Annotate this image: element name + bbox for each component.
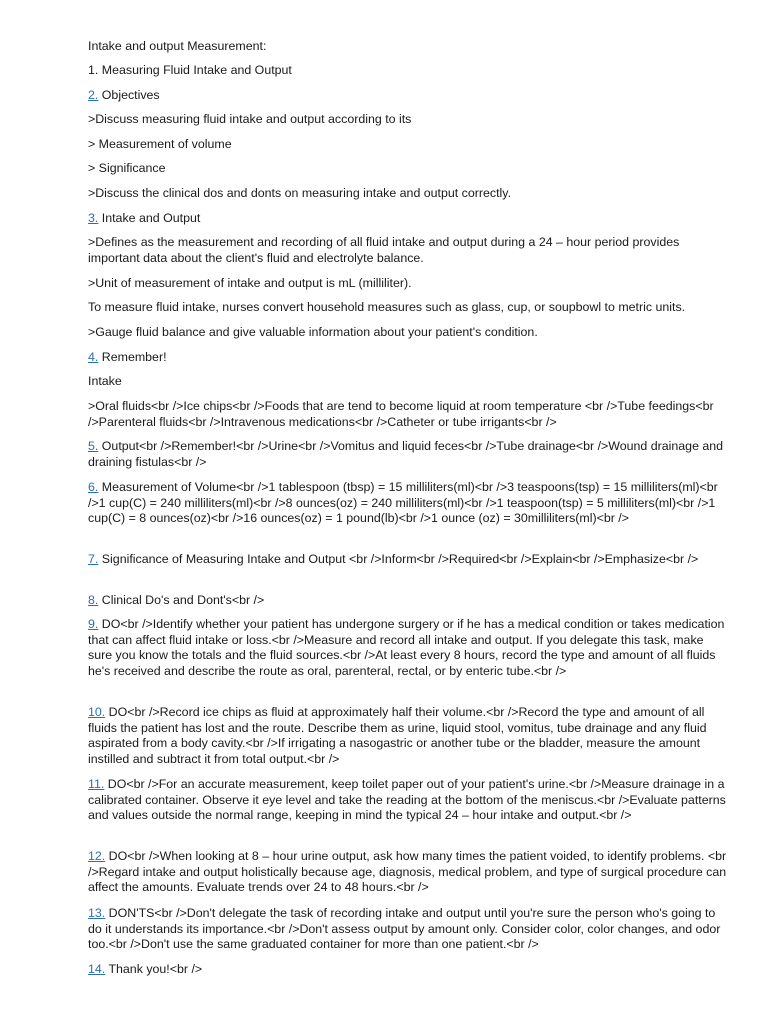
- slide-link[interactable]: 2.: [88, 88, 99, 102]
- slide-link[interactable]: 9.: [88, 617, 99, 631]
- section-paragraph: 9. DO<br />Identify whether your patient has undergone surgery or if he has a medical condition or takes medication that can affect fluid intake or loss.<br />Measure and record all intake and output. If you delegate this task, make sure you know the totals and the fluid sources.<br />At least every 8 hours, record the type and amount of all fluids he's received and describe the route as oral, parenteral, rectal, or by enteric tube.<br />: [88, 617, 725, 678]
- slide-link[interactable]: 14.: [88, 962, 106, 976]
- slide-link[interactable]: 6.: [88, 480, 99, 494]
- slide-link[interactable]: 12.: [88, 849, 106, 863]
- bullet-paragraph: >Unit of measurement of intake and output is mL (milliliter).: [88, 276, 412, 290]
- bullet-paragraph: > Measurement of volume: [88, 137, 232, 151]
- slide-link[interactable]: 13.: [88, 906, 106, 920]
- section-paragraph: 11. DO<br />For an accurate measurement, keep toilet paper out of your patient's urine.<br />Measure drainage in a calibrated container. Observe it eye level and take the reading at the bottom of the meniscus.<br />Evaluate patterns and values outside the normal range, keeping in mind the typical 24 – hour intake and output.<br />: [88, 777, 726, 823]
- section-paragraph: 10. DO<br />Record ice chips as fluid at approximately half their volume.<br />Record the type and amount of all fluids the patient has lost and the route. Describe them as urine, liquid stool, vomitus, tube drainage and any fluid aspirated from a body cavity.<br />If irrigating a nasogastric or another tube or the bladder, measure the amount instilled and subtract it from total output.<br />: [88, 705, 707, 766]
- section-paragraph: 12. DO<br />When looking at 8 – hour urine output, ask how many times the patient voided, to identify problems. <br />Regard intake and output holistically because age, diagnosis, medical problem, and type of surgical procedure can affect the amounts. Evaluate trends over 24 to 48 hours.<br />: [88, 849, 727, 895]
- slide-link[interactable]: 4.: [88, 350, 99, 364]
- section-heading: 2. Objectives: [88, 88, 160, 102]
- bullet-paragraph: >Discuss measuring fluid intake and output according to its: [88, 112, 412, 126]
- bullet-paragraph: >Discuss the clinical dos and donts on measuring intake and output correctly.: [88, 186, 512, 200]
- doc-title: Intake and output Measurement:: [88, 39, 267, 53]
- section-paragraph: 14. Thank you!<br />: [88, 962, 203, 976]
- section-heading: 1. Measuring Fluid Intake and Output: [88, 63, 292, 77]
- section-heading: 3. Intake and Output: [88, 211, 201, 225]
- section-paragraph: 6. Measurement of Volume<br />1 tablespoon (tbsp) = 15 milliliters(ml)<br />3 teaspoons(tsp) = 15 milliliters(ml)<br />1 cup(C) = 240 milliliters(ml)<br />8 ounces(oz) = 240 milliliters(ml)<br />1 teaspoon(tsp) = 5 milliliters(ml)<br />1 cup(C) = 8 ounces(oz)<br />16 ounces(oz) = 1 pound(lb)<br />1 ounce (oz) = 30milliliters(ml)<br />: [88, 480, 718, 526]
- bullet-paragraph: > Significance: [88, 161, 166, 175]
- bullet-paragraph: >Defines as the measurement and recording of all fluid intake and output during a 24 – hour period provides important data about the client's fluid and electrolyte balance.: [88, 235, 680, 265]
- slide-link[interactable]: 8.: [88, 593, 99, 607]
- bullet-paragraph: >Gauge fluid balance and give valuable information about your patient's condition.: [88, 325, 538, 339]
- slide-link[interactable]: 3.: [88, 211, 99, 225]
- section-paragraph: 7. Significance of Measuring Intake and Output <br />Inform<br />Required<br />Explain<br />Emphasize<br />: [88, 552, 699, 566]
- section-paragraph: 5. Output<br />Remember!<br />Urine<br />Vomitus and liquid feces<br />Tube drainage<br />Wound drainage and draining fistulas<br />: [88, 439, 724, 469]
- body-paragraph: To measure fluid intake, nurses convert household measures such as glass, cup, or soupbowl to metric units.: [88, 300, 686, 314]
- body-paragraph: >Oral fluids<br />Ice chips<br />Foods that are tend to become liquid at room temperature <br />Tube feedings<br />Parenteral fluids<br />Intravenous medications<br />Catheter or tube irrigants<br />: [88, 399, 714, 429]
- slide-link[interactable]: 11.: [88, 777, 105, 791]
- section-paragraph: 13. DON'TS<br />Don't delegate the task of recording intake and output until you're sure the person who's going to do it understands its importance.<br />Don't assess output by amount only. Consider color, color changes, and odor too.<br />Don't use the same graduated container for more than one patient.<br />: [88, 906, 721, 952]
- section-heading: 4. Remember!: [88, 350, 167, 364]
- slide-link[interactable]: 10.: [88, 705, 106, 719]
- slide-link[interactable]: 5.: [88, 439, 99, 453]
- section-paragraph: 8. Clinical Do's and Dont's<br />: [88, 593, 265, 607]
- subheading: Intake: [88, 374, 122, 388]
- slide-link[interactable]: 7.: [88, 552, 99, 566]
